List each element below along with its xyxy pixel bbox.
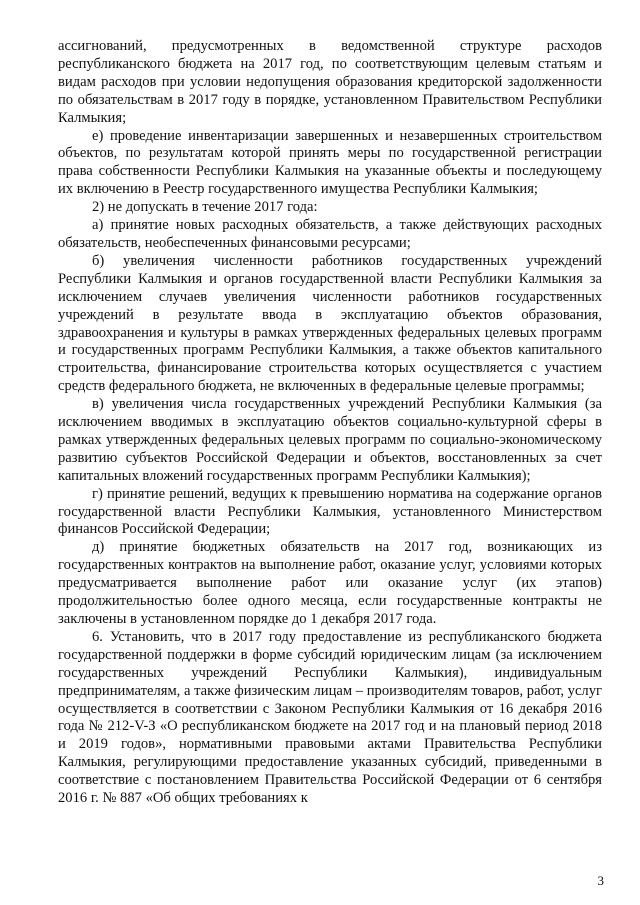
page-number: 3: [597, 873, 604, 888]
paragraph-item-a: а) принятие новых расходных обязательств, а также действующих расходных обязательств, необеспеченных финансовыми ресурсами;: [58, 217, 602, 251]
paragraph-item-b: б) увеличения численности работников государственных учреждений Республики Калмыкия и органов государственной власти Республики Калмыкия за исключением случаев увеличения численности работников государственных учреждений в результате ввода в эксплуатацию объектов образования, здравоохранения и культуры в рамках утвержденных федеральных целевых программ и государственных программ Республики Калмыкия, а также объектов капитального строительства, финансирование строительства которых осуществляется с участием средств федерального бюджета, не включенных в федеральные целевые программы;: [58, 252, 602, 395]
paragraph-item-d: д) принятие бюджетных обязательств на 2017 год, возникающих из государственных контрактов на выполнение работ, оказание услуг, условиями которых предусматривается выполнение работ или оказание услуг (их этапов) продолжительностью более одного месяца, если государственные контракты не заключены в установленном порядке до 1 декабря 2017 года.: [58, 539, 602, 627]
paragraph-item-g: г) принятие решений, ведущих к превышению норматива на содержание органов государственной власти Республики Калмыкия, установленного Министерством финансов Российской Федерации;: [58, 485, 602, 538]
document-body: [58, 38, 602, 808]
paragraph-item-e: е) проведение инвентаризации завершенных и незавершенных строительством объектов, по результатам которой принять меры по государственной регистрации права собственности Республики Калмыкия на указанные объекты и последующему их включению в Реестр государственного имущества Республики Калмыкия;: [58, 127, 602, 198]
paragraph-item-6: 6. Установить, что в 2017 году предоставление из республиканского бюджета государственной поддержки в форме субсидий юридическим лицам (за исключением государственных учреждений Республики Калмыкия), индивидуальным предпринимателям, а также физическим лицам – производителям товаров, работ, услуг осуществляется в соответствии с Законом Республики Калмыкия от 16 декабря 2016 года № 212-V-З «О республиканском бюджете на 2017 год и на плановый период 2018 и 2019 годов», нормативными правовыми актами Правительства Республики Калмыкия, регулирующими предоставление указанных субсидий, приведенными в соответствие с постановлением Правительства Российской Федерации от 6 сентября 2016 г. № 887 «Об общих требованиях к: [58, 628, 603, 807]
paragraph-item-v: в) увеличения числа государственных учреждений Республики Калмыкия (за исключением вводимых в эксплуатацию объектов социально-культурной сферы в рамках утвержденных федеральных целевых программ по социально-экономическому развитию субъектов Российской Федерации и объектов, восстановленных за счет капитальных вложений государственных программ Республики Калмыкия);: [58, 396, 602, 484]
paragraph: ассигнований, предусмотренных в ведомственной структуре расходов республиканского бюджета на 2017 год, по соответствующим целевым статьям и видам расходов при условии недопущения образования кредиторской задолженности по обязательствам в 2017 году в порядке, установленном Правительством Республики Калмыкия;: [58, 38, 602, 126]
paragraph-item-2: 2) не допускать в течение 2017 года:: [92, 199, 318, 216]
